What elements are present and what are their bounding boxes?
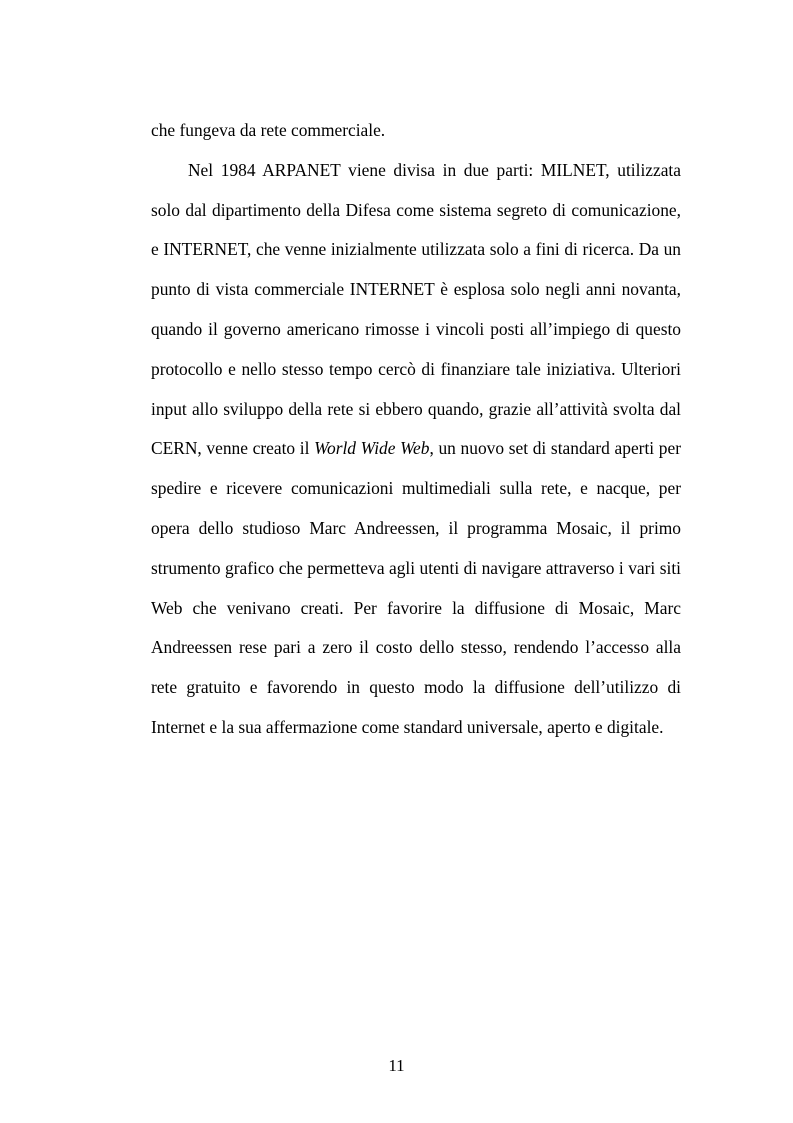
- paragraph-arpanet: [151, 151, 681, 748]
- italic-term-world-wide-web: World Wide Web: [314, 438, 430, 459]
- paragraph-continuation: [151, 111, 681, 151]
- text-segment: che fungeva da rete commerciale.: [151, 120, 386, 140]
- body-text: [151, 111, 681, 748]
- page-number: 11: [388, 1056, 405, 1075]
- text-segment: , un nuovo set di standard aperti per spedire e ricevere comunicazioni multimediali sulla rete, e nacque, per opera dello studioso Marc Andreessen, il programma Mosaic, il primo strumento grafico che permetteva agli utenti di navigare attraverso i vari siti Web che venivano creati. Per favorire la diffusione di Mosaic, Marc Andreessen rese pari a zero il costo dello stesso, rendendo l’accesso alla rete gratuito e favorendo in questo modo la diffusione dell’utilizzo di Internet e la sua affermazione come standard universale, aperto e digitale.: [151, 438, 682, 737]
- text-segment: Nel 1984 ARPANET viene divisa in due parti: MILNET, utilizzata solo dal dipartimento della Difesa come sistema segreto di comunicazione, e INTERNET, che venne inizialmente utilizzata solo a fini di ricerca. Da un punto di vista commerciale INTERNET è esplosa solo negli anni novanta, quando il governo americano rimosse i vincoli posti all’impiego di questo protocollo e nello stesso tempo cercò di finanziare tale iniziativa. Ulteriori input allo sviluppo della rete si ebbero quando, grazie all’attività svolta dal CERN, venne creato il: [151, 159, 681, 459]
